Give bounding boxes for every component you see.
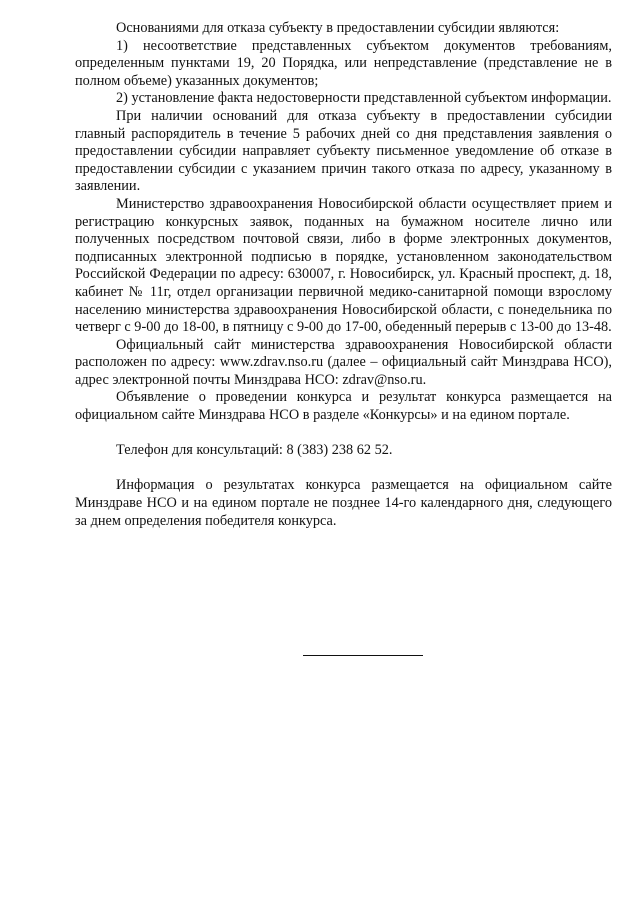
- paragraph-announcement: Объявление о проведении конкурса и результат конкурса размещается на официальном сайте Минздрава НСО в разделе «Конкурсы» и на едином портале.: [75, 389, 612, 424]
- paragraph-ground-1: 1) несоответствие представленных субъектом документов требованиям, определенным пунктами 19, 20 Порядка, или непредставление (представление не в полном объеме) указанных документов;: [75, 37, 612, 89]
- paragraph-results-info: Информация о результатах конкурса размещается на официальном сайте Минздраве НСО и на едином портале не позднее 14-го календарного дня, следующего за днем определения победителя конкурса.: [75, 477, 612, 529]
- paragraph-application-reception: Министерство здравоохранения Новосибирской области осуществляет прием и регистрацию конкурсных заявок, поданных на бумажном носителе лично или полученных посредством почтовой связи, либо в форме электронных документов, подписанных электронной подписью в порядке, установленном законодательством Российской Федерации по адресу: 630007, г. Новосибирск, ул. Красный проспект, д. 18, кабинет № 11г, отдел организации первичной медико-санитарной помощи взрослому населению министерства здравоохранения Новосибирской области, с понедельника по четверг с 9-00 до 18-00, в пятницу с 9-00 до 17-00, обеденный перерыв с 13-00 до 13-48.: [75, 195, 612, 336]
- end-separator-line: [303, 655, 423, 656]
- paragraph-phone: Телефон для консультаций: 8 (383) 238 62 52.: [116, 442, 393, 459]
- paragraph-refusal-notice: При наличии оснований для отказа субъекту в предоставлении субсидии главный распорядитель в течение 5 рабочих дней со дня представления заявления о предоставлении субсидии направляет субъекту письменное уведомление об отказе в предоставлении субсидии с указанием причин такого отказа по адресу, указанному в заявлении.: [75, 107, 612, 195]
- paragraph-official-site: Официальный сайт министерства здравоохранения Новосибирской области расположен по адресу: www.zdrav.nso.ru (далее – официальный сайт Минздрава НСО), адрес электронной почты Минздрава НСО: zdrav@nso.ru.: [75, 336, 612, 388]
- document-page: [75, 20, 612, 530]
- paragraph-refusal-grounds: Основаниями для отказа субъекту в предоставлении субсидии являются:: [116, 20, 560, 36]
- paragraph-ground-2: 2) установление факта недостоверности представленной субъектом информации.: [116, 90, 612, 107]
